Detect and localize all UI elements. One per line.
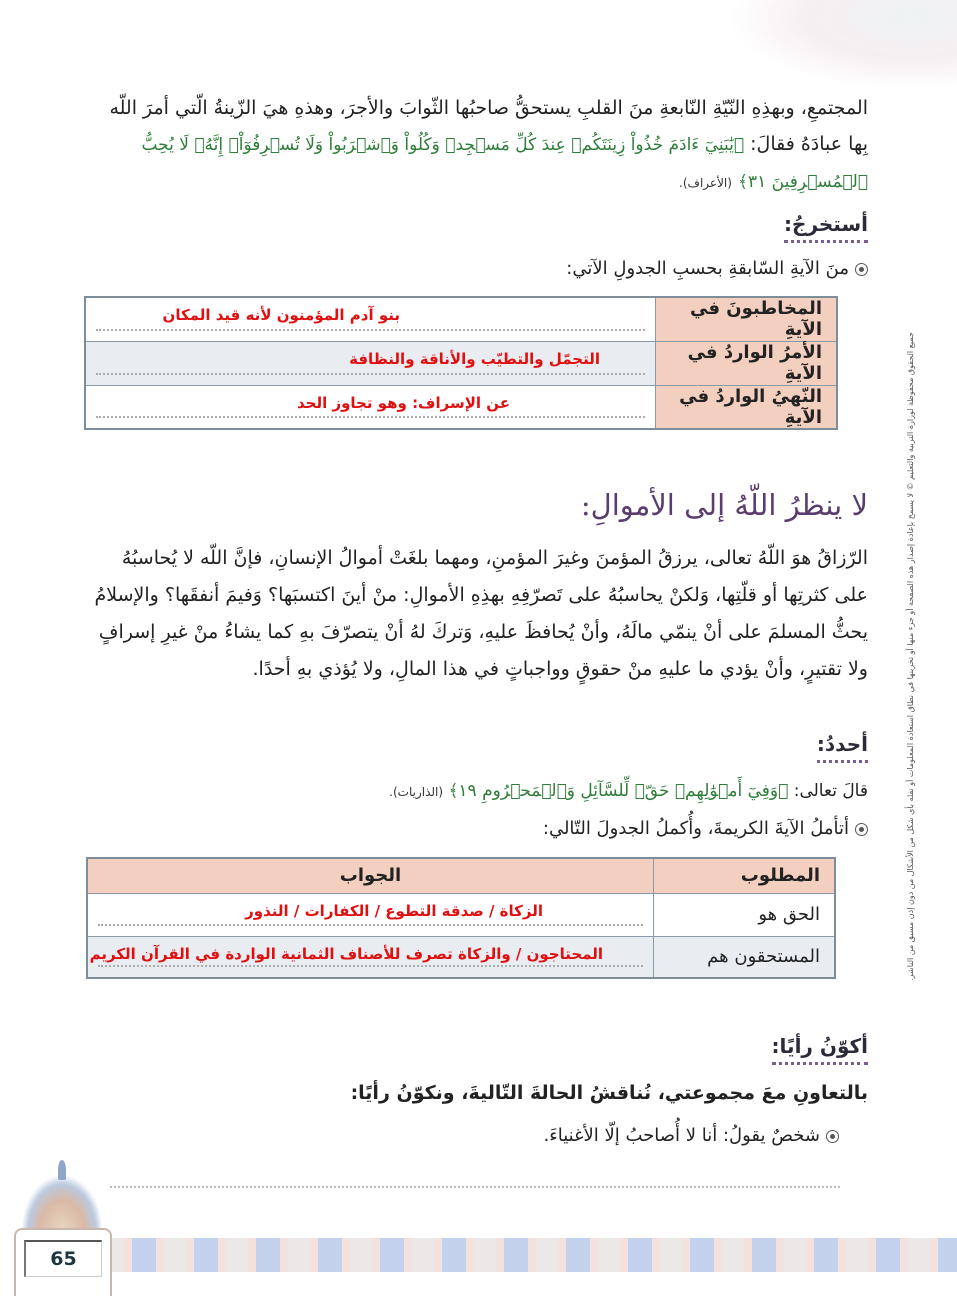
verse-source: (الأعراف). [679, 176, 732, 190]
answer-cell[interactable] [85, 341, 656, 385]
bullet-icon [855, 263, 868, 276]
answer-cell[interactable] [87, 893, 654, 936]
identify-heading: أحددُ: [817, 732, 868, 763]
table-row [85, 297, 837, 341]
extract-instruction [566, 258, 868, 279]
bullet-icon [826, 1130, 839, 1143]
table-row [87, 893, 835, 936]
intro-prefix: بِها عبادَهُ فقالَ: [750, 133, 868, 155]
quran-verse: ﴿وَفِيٓ أَمۡوَٰلِهِمۡ حَقّٞ لِّلسَّآئِلِ وَٱلۡمَحۡرُومِ ١٩﴾ [448, 781, 789, 801]
verse-source: (الذاريات). [389, 785, 444, 799]
answer-text: المحتاجون / والزكاة تصرف للأصناف الثمانية الواردة في القرآن الكريم [89, 944, 603, 963]
paragraph-line: كثرتِها أو قلّتِها، وَلكنْ يحاسبُهُ على تَصرّفِهِ بهذِهِ الأموالِ: منْ أينَ اكتسبَها؟ وَفيمَ أنفقَها؟ [164, 584, 829, 606]
paragraph-line: إسرافٍ ولا تقتيرٍ، وأنْ يؤدي ما عليهِ منْ حقوقٍ وواجباتٍ في هذا المالِ، ولا يُؤذي بهِ أحدًا. [98, 621, 868, 680]
case-text: شخصٌ يقولُ: أنا لا أُصاحبُ إلّا الأغنياءَ. [543, 1125, 820, 1146]
answer-text: التجمّل والتطيّب والأناقة والنظافة [349, 349, 600, 368]
table-row [85, 341, 837, 385]
intro-text [84, 90, 868, 201]
section-paragraph [84, 540, 868, 688]
opinion-case [544, 1125, 839, 1146]
instruction-text: منَ الآيةِ السّابقةِ بحسبِ الجدولِ الآتي: [566, 258, 849, 279]
extract-table [84, 296, 838, 430]
opinion-instruction: بالتعاونِ معَ مجموعتي، نُناقشُ الحالةَ التّاليةَ، ونكوّنُ رأيًا: [350, 1082, 868, 1104]
paragraph-line: الرّزاقُ هوَ اللّهُ تعالى، يرزقُ المؤمنَ وغيرَ المؤمنِ، ومهما بلغَتْ أموالُ الإنسانِ، فإنَّ اللّه لا يُحاسبُهُ على [121, 547, 868, 606]
row-label: المستحقون هم [654, 936, 836, 978]
answer-line[interactable] [110, 1186, 840, 1188]
paragraph-line: والإسلامُ يحثُّ المسلمَ على أنْ ينمّي مالَهُ، وأنْ يُحافظَ عليهِ، وَتركَ لهُ أنْ يتصرّفَ بهِ كما يشاءُ منْ غيرِ [94, 584, 868, 643]
row-label: الحق هو [654, 893, 836, 936]
page-number-frame [14, 1228, 112, 1296]
identify-quote [84, 780, 868, 801]
quran-verse: ﴿يَٰبَنِيٓ ءَادَمَ خُذُواْ زِينَتَكُمۡ عِندَ كُلِّ مَسۡجِدٖ وَكُلُواْ وَٱشۡرَبُواْ وَلَا تُسۡرِفُوٓاْۚ إِنَّهُۥ لَا يُحِبُّ ٱلۡمُسۡرِفِينَ ٣١﴾ [141, 135, 868, 192]
header-required: المطلوب [654, 858, 836, 893]
table-row [85, 385, 837, 429]
identify-instruction [543, 818, 868, 839]
page-number: 65 [24, 1240, 102, 1277]
table-row [87, 936, 835, 978]
quote-prefix: قالَ تعالى: [793, 781, 868, 801]
bullet-icon [855, 823, 868, 836]
row-label: المخاطبونَ في الآيةِ [656, 297, 838, 341]
copyright-text: جميع الحقوق محفوظة لوزارة التربية والتعليم © لا يسمح بإعادة إصدار هذه الصفحة أو جزء منها أو تخزينها في نطاق استعادة المعلومات أو نقله بأي شكل من الأشكال من دون إذن مسبق من الناشر. [906, 332, 915, 981]
answer-text: الزكاة / صدقة التطوع / الكفارات / النذور [245, 901, 543, 920]
row-label: النّهيُ الواردُ في الآيةِ [656, 385, 838, 429]
table-header [87, 858, 835, 893]
row-label: الأمرُ الواردُ في الآيةِ [656, 341, 838, 385]
answer-cell[interactable] [87, 936, 654, 978]
instruction-text: أتأملُ الآيةَ الكريمةَ، وأُكملُ الجدولَ التّالي: [542, 818, 849, 839]
intro-line-1: المجتمعِ، وبهذِهِ النّيّةِ النّابعةِ منَ القلبِ يستحقُّ صاحبُها الثّوابَ والأجرَ، وهذهِ هيَ الزّينةُ الّتي أمرَ اللّه [109, 97, 868, 119]
answer-cell[interactable] [85, 385, 656, 429]
corner-ornament [727, 0, 957, 90]
answer-text: بنو آدم المؤمنون لأنه قيد المكان [162, 306, 400, 324]
ornament-icon [18, 1160, 106, 1232]
extract-heading: أستخرجُ: [784, 212, 868, 243]
answer-cell[interactable] [85, 297, 656, 341]
section-title: لا ينظرُ اللّهُ إلى الأموالِ: [580, 488, 868, 522]
copyright-notice [897, 300, 923, 1015]
header-answer: الجواب [87, 858, 654, 893]
footer-band [110, 1238, 957, 1272]
answer-text: عن الإسراف: وهو تجاوز الحد [296, 393, 510, 412]
identify-table [86, 857, 836, 979]
opinion-heading: أكوّنُ رأيًا: [772, 1034, 868, 1065]
